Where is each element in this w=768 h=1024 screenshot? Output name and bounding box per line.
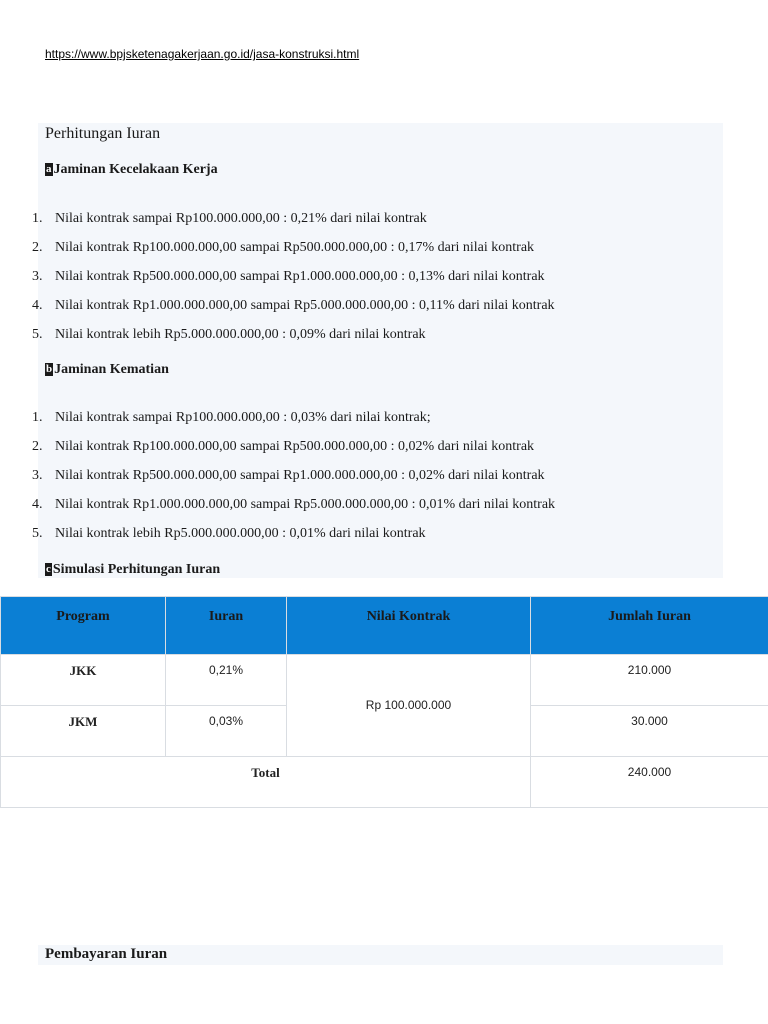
section-title-pembayaran: Pembayaran Iuran — [45, 946, 168, 962]
jkk-rate-list — [0, 204, 720, 349]
cell-program: JKK — [1, 655, 166, 706]
list-text: Nilai kontrak lebih Rp5.000.000.000,00 : 0,01% dari nilai kontrak — [55, 526, 426, 541]
subheading-jkm-text: Jaminan Kematian — [54, 362, 169, 377]
list-number: 5. — [32, 526, 43, 541]
list-number: 4. — [32, 497, 43, 512]
simulation-table — [0, 596, 768, 808]
header-jumlah-iuran: Jumlah Iuran — [531, 597, 768, 655]
cell-program: JKM — [1, 706, 166, 757]
cell-jumlah: 210.000 — [531, 655, 768, 706]
list-text: Nilai kontrak Rp1.000.000.000,00 sampai Rp5.000.000.000,00 : 0,11% dari nilai kontrak — [55, 298, 555, 313]
list-number: 1. — [32, 410, 43, 425]
header-iuran: Iuran — [166, 597, 287, 655]
list-text: Nilai kontrak Rp100.000.000,00 sampai Rp500.000.000,00 : 0,02% dari nilai kontrak — [55, 439, 535, 454]
list-item — [0, 291, 720, 320]
cell-total-value: 240.000 — [531, 757, 768, 808]
list-text: Nilai kontrak Rp500.000.000,00 sampai Rp1.000.000.000,00 : 0,13% dari nilai kontrak — [55, 269, 545, 284]
list-number: 5. — [32, 327, 43, 342]
list-text: Nilai kontrak Rp500.000.000,00 sampai Rp1.000.000.000,00 : 0,02% dari nilai kontrak — [55, 468, 545, 483]
list-item — [0, 403, 720, 432]
cell-jumlah: 30.000 — [531, 706, 768, 757]
header-nilai-kontrak: Nilai Kontrak — [287, 597, 531, 655]
list-item — [0, 461, 720, 490]
cell-nilai-kontrak: Rp 100.000.000 — [287, 655, 531, 757]
table-total-row — [1, 757, 768, 808]
list-item — [0, 519, 720, 548]
list-number: 3. — [32, 269, 43, 284]
list-text: Nilai kontrak lebih Rp5.000.000.000,00 : 0,09% dari nilai kontrak — [55, 327, 426, 342]
list-text: Nilai kontrak sampai Rp100.000.000,00 : 0,21% dari nilai kontrak — [55, 211, 427, 226]
list-text: Nilai kontrak sampai Rp100.000.000,00 : 0,03% dari nilai kontrak; — [55, 410, 431, 425]
list-text: Nilai kontrak Rp100.000.000,00 sampai Rp500.000.000,00 : 0,17% dari nilai kontrak — [55, 240, 535, 255]
list-number: 2. — [32, 439, 43, 454]
subheading-jkk — [45, 162, 218, 178]
list-item — [0, 233, 720, 262]
list-text: Nilai kontrak Rp1.000.000.000,00 sampai Rp5.000.000.000,00 : 0,01% dari nilai kontrak — [55, 497, 556, 512]
cell-iuran: 0,21% — [166, 655, 287, 706]
list-letter-c: c — [46, 563, 51, 575]
header-program: Program — [1, 597, 166, 655]
subheading-jkk-text: Jaminan Kecelakaan Kerja — [53, 162, 218, 177]
jkm-rate-list — [0, 403, 720, 548]
list-item — [0, 204, 720, 233]
list-letter-b: b — [46, 363, 53, 375]
cell-iuran: 0,03% — [166, 706, 287, 757]
table-header-row — [1, 597, 768, 655]
list-item — [0, 262, 720, 291]
list-item — [0, 490, 720, 519]
list-letter-a: a — [46, 163, 52, 175]
subheading-simulasi — [45, 562, 220, 578]
list-item — [0, 432, 720, 461]
table-row — [1, 655, 768, 706]
cell-total-label: Total — [1, 757, 531, 808]
list-number: 2. — [32, 240, 43, 255]
section-title-perhitungan: Perhitungan Iuran — [45, 125, 161, 142]
list-item — [0, 320, 720, 349]
list-number: 3. — [32, 468, 43, 483]
subheading-jkm — [45, 362, 169, 378]
subheading-simulasi-text: Simulasi Perhitungan Iuran — [52, 562, 221, 577]
list-number: 1. — [32, 211, 43, 226]
list-number: 4. — [32, 298, 43, 313]
source-link[interactable]: https://www.bpjsketenagakerjaan.go.id/jasa-konstruksi.html — [45, 47, 360, 61]
